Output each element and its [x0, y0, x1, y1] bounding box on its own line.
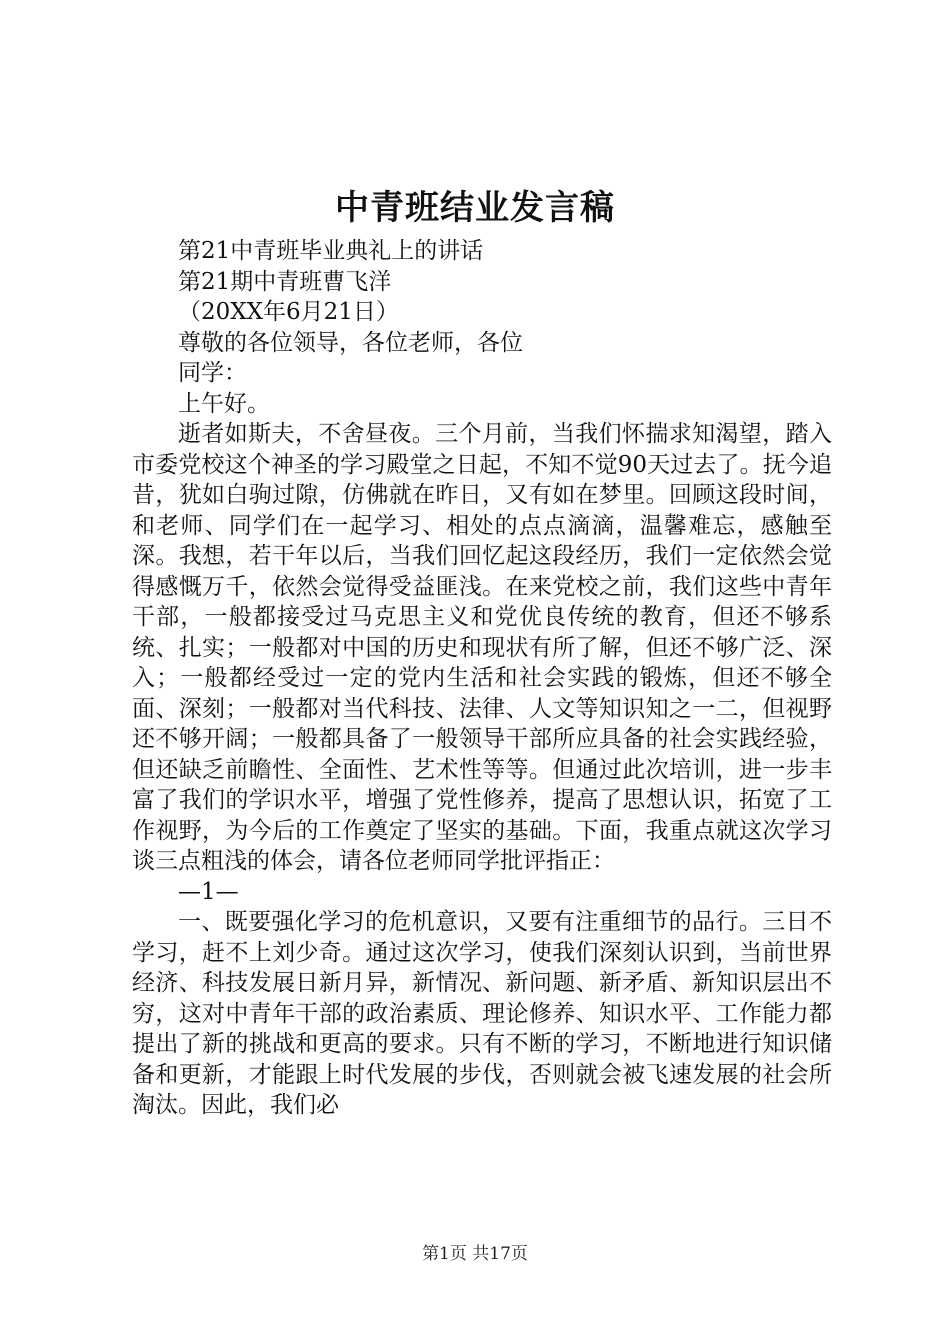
speaker-line: 第21期中青班曹飞洋: [178, 268, 392, 295]
section-marker: —1—: [178, 878, 239, 905]
speech-heading-line: 第21中青班毕业典礼上的讲话: [178, 238, 484, 264]
salutation-continuation: 同学：: [178, 360, 247, 386]
body-paragraph: 逝者如斯夫，不舍昼夜。三个月前，当我们怀揣求知渴望，踏入市委党校这个神圣的学习殿堂之日起，不知不觉90天过去了。抚今追昔，犹如白驹过隙，仿佛就在昨日，又有如在梦里。回顾这段时间，和老师、同学们在一起学习、相处的点点滴滴，温馨难忘，感触至深。我想，若干年以后，当我们回忆起这段经历，我们一定依然会觉得感慨万千，依然会觉得受益匪浅。在来党校之前，我们这些中青年干部，一般都接受过马克思主义和党优良传统的教育，但还不够系统、扎实；一般都对中国的历史和现状有所了解，但还不够广泛、深入；一般都经受过一定的党内生活和社会实践的锻炼，但还不够全面、深刻；一般都对当代科技、法律、人文等知识知之一二，但视野还不够开阔；一般都具备了一般领导干部所应具备的社会实践经验，但还缺乏前瞻性、全面性、艺术性等等。但通过此次培训，进一步丰富了我们的学识水平，增强了党性修养，提高了思想认识，拓宽了工作视野，为今后的工作奠定了坚实的基础。下面，我重点就这次学习谈三点粗浅的体会，请各位老师同学批评指正：: [132, 421, 832, 874]
greeting-line: 上午好。: [178, 390, 270, 417]
body-paragraph: 一、既要强化学习的危机意识，又要有注重细节的品行。三日不学习，赶不上刘少奇。通过这次学习，使我们深刻认识到，当前世界经济、科技发展日新月异，新情况、新问题、新矛盾、新知识层出不穷，这对中青年干部的政治素质、理论修养、知识水平、工作能力都提出了新的挑战和更高的要求。只有不断的学习，不断地进行知识储备和更新，才能跟上时代发展的步伐，否则就会被飞速发展的社会所淘汰。因此，我们必: [132, 909, 832, 1118]
date-line: （20XX年6月21日）: [178, 299, 399, 325]
document-title: 中青班结业发言稿: [335, 188, 615, 228]
page-number-footer: 第1页 共17页: [422, 1244, 528, 1264]
document-body: [132, 236, 832, 1121]
salutation-line: 尊敬的各位领导，各位老师，各位: [178, 329, 523, 356]
